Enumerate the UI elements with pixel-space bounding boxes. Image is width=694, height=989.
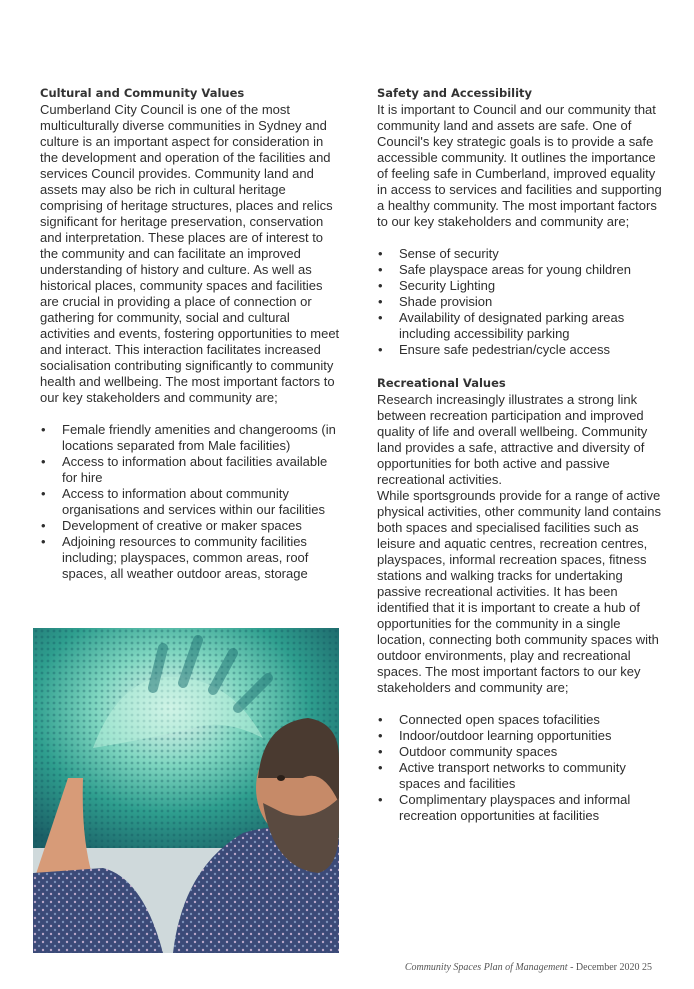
bullet-icon: • [378,246,383,261]
right-column [377,86,662,824]
cultural-bullet-list [40,422,340,582]
footer-doc-title: Community Spaces Plan of Management [404,962,568,973]
list-item: • Ensure safe pedestrian/cycle access [378,342,610,357]
safety-heading: Safety and Accessibility [377,86,533,100]
recreational-bullet-list [377,712,662,824]
list-item: • Complimentary playspaces and informal recreation opportunities at facilities [378,792,631,823]
list-item: • Development of creative or maker spaces [41,518,302,533]
list-item: • Female friendly amenities and changerooms (in locations separated from Male facilities) [41,422,336,453]
bullet-icon: • [378,294,383,309]
list-item: • Indoor/outdoor learning opportunities [378,728,612,743]
recreational-heading: Recreational Values [377,376,506,390]
recreational-paragraph-2: While sportsgrounds provide for a range of active physical activities, other community land contains both spaces and specialised facilities such as leisure and aquatic centres, recreation centres, playspaces, informal recreation spaces, fitness stations and walking tracks for undertaking passive recreational activities. It has been identified that it is important to create a hub of opportunities for the community in a single location, connecting both community spaces with outdoor environments, play and recreational spaces. The most important factors to our key stakeholders and community are; [377,488,661,695]
list-item: • Connected open spaces tofacilities [378,712,600,727]
safety-section [377,86,662,358]
bullet-icon: • [41,422,46,437]
recreational-section [377,376,662,824]
cultural-section [40,86,340,582]
cultural-paragraph: Cumberland City Council is one of the most multiculturally diverse communities in Sydney and culture is an important aspect for consideration in the development and operation of the facilities and services Council provides. Community land and assets may also be rich in cultural heritage comprising of heritage structures, places and relics significant for heritage preservation, conservation and interpretation. These places are of interest to the community and can facilitate an improved understanding of history and culture. As well as historical places, community spaces and facilities are crucial in providing a place of connection or gathering for community, social and cultural activities and events, fostering opportunities to meet and interact. This interaction facilitates increased socialisation contributing significantly to community health and wellbeing. The most important factors to our key stakeholders and community are; [40,102,340,405]
bullet-icon: • [378,712,383,727]
footer-date: December 2020 [575,962,640,973]
list-item: • Safe playspace areas for young children [378,262,631,277]
bullet-icon: • [41,486,46,501]
bullet-icon: • [378,744,383,759]
safety-paragraph: It is important to Council and our community that community land and assets are safe. One of Council's key strategic goals is to provide a safe accessible community. It outlines the importance of feeling safe in Cumberland, improved equality in access to services and facilities and supporting a healthy community. The most important factors to our key stakeholders and community are; [377,102,662,229]
bullet-icon: • [41,518,46,533]
list-item: • Adjoining resources to community facilities including; playspaces, common areas, roof spaces, all weather outdoor areas, storage [41,534,309,581]
list-item: • Security Lighting [378,278,496,293]
list-item: • Active transport networks to community spaces and facilities [378,760,626,791]
list-item: • Shade provision [378,294,493,309]
footer-separator: - [567,962,576,973]
bullet-icon: • [378,342,383,357]
photo-illustration [33,628,339,953]
list-item: • Outdoor community spaces [378,744,558,759]
bullet-icon: • [378,792,383,807]
safety-bullet-list [377,246,662,358]
list-item: • Sense of security [378,246,499,261]
bullet-icon: • [378,310,383,325]
page-number: 25 [642,962,652,973]
community-photo [33,628,339,953]
bullet-icon: • [378,728,383,743]
list-item: • Access to information about community organisations and services within our facilities [41,486,326,517]
bullet-icon: • [41,454,46,469]
bullet-icon: • [41,534,46,549]
recreational-paragraph-1: Research increasingly illustrates a strong link between recreation participation and improved quality of life and overall wellbeing. Community land provides a safe, attractive and diversity of opportunities for both active and passive recreational activities. [377,392,648,487]
page-footer [405,962,652,973]
list-item: • Availability of designated parking areas including accessibility parking [378,310,625,341]
bullet-icon: • [378,278,383,293]
cultural-heading: Cultural and Community Values [40,86,245,100]
bullet-icon: • [378,760,383,775]
left-column [40,86,340,582]
list-item: • Access to information about facilities available for hire [41,454,328,485]
section-spacer [377,358,662,376]
bullet-icon: • [378,262,383,277]
